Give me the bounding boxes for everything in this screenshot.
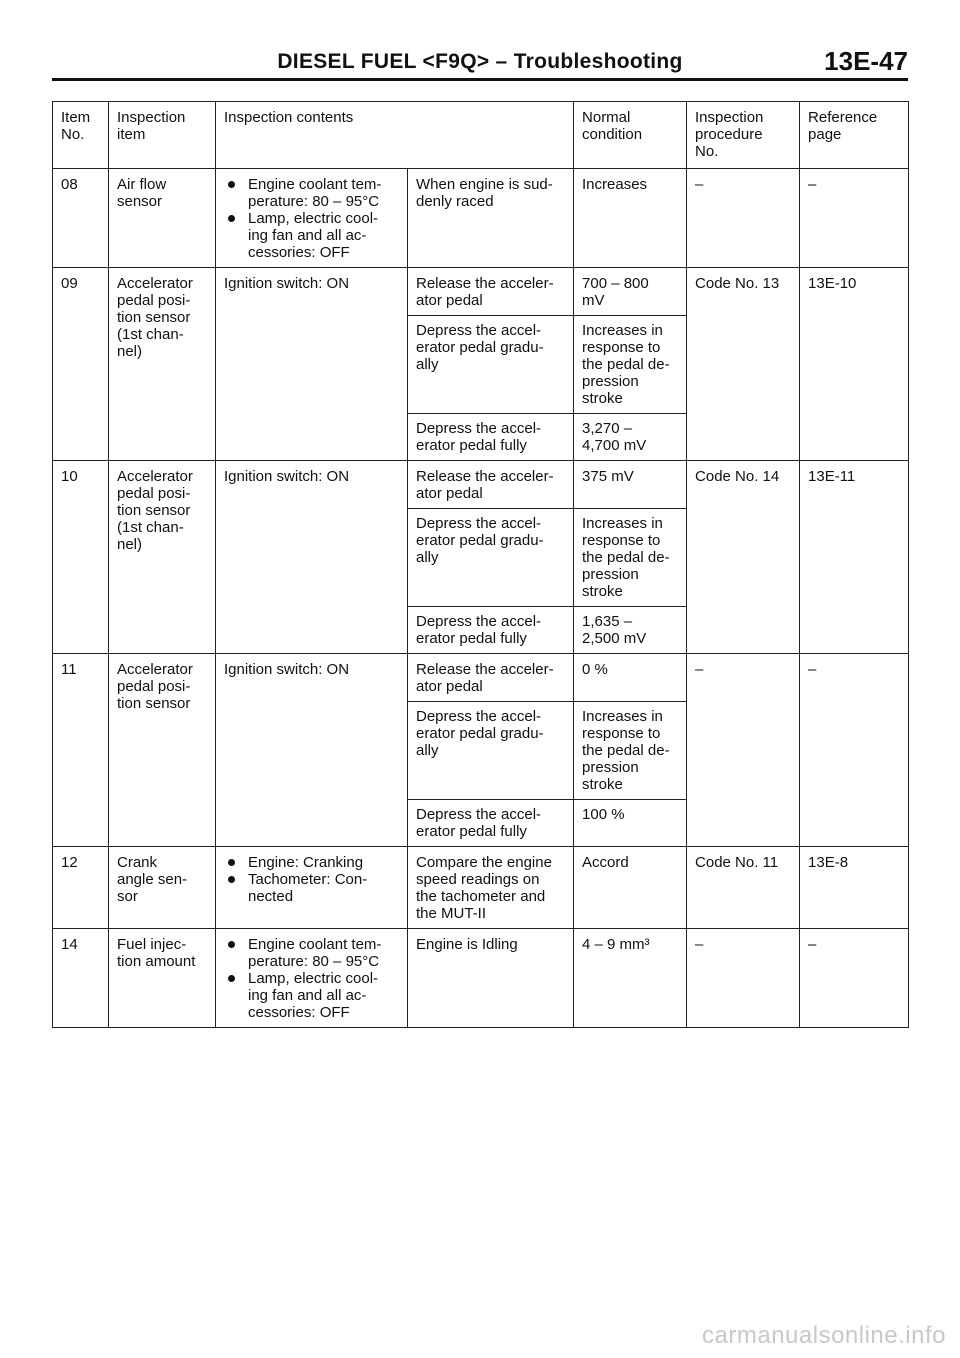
normal-condition-cell: 375 mV — [574, 461, 687, 509]
inspection-item-cell: Accelerator pedal posi- tion sensor — [109, 654, 216, 847]
detail-cell: Release the acceler- ator pedal — [408, 461, 574, 509]
normal-condition-cell: 700 – 800 mV — [574, 268, 687, 316]
col-header-inspection-item: Inspection item — [109, 102, 216, 169]
item-no-cell: 08 — [53, 169, 109, 268]
detail-cell: Depress the accel- erator pedal fully — [408, 607, 574, 654]
reference-page-cell: – — [800, 169, 909, 268]
inspection-item-cell: Fuel injec- tion amount — [109, 929, 216, 1028]
detail-cell: Depress the accel- erator pedal fully — [408, 800, 574, 847]
page-header — [52, 44, 908, 81]
detail-cell: Compare the engine speed readings on the tachometer and the MUT-II — [408, 847, 574, 929]
procedure-no-cell: – — [687, 929, 800, 1028]
reference-page-cell: 13E-10 — [800, 268, 909, 461]
item-no-cell: 14 — [53, 929, 109, 1028]
table-body — [53, 169, 909, 1028]
procedure-no-cell: Code No. 13 — [687, 268, 800, 461]
normal-condition-cell: Increases — [574, 169, 687, 268]
procedure-no-cell: – — [687, 169, 800, 268]
inspection-item-cell: Crank angle sen- sor — [109, 847, 216, 929]
detail-cell: Depress the accel- erator pedal fully — [408, 414, 574, 461]
col-header-normal-condition: Normal condition — [574, 102, 687, 169]
inspection-item-cell: Accelerator pedal posi- tion sensor (1st chan- nel) — [109, 461, 216, 654]
table-row — [53, 929, 909, 1028]
table-row — [53, 169, 909, 268]
condition-cell — [216, 929, 408, 1028]
normal-condition-cell: 1,635 – 2,500 mV — [574, 607, 687, 654]
table-header — [53, 102, 909, 169]
detail-cell: Release the acceler- ator pedal — [408, 654, 574, 702]
detail-cell: Engine is Idling — [408, 929, 574, 1028]
normal-condition-cell: 0 % — [574, 654, 687, 702]
col-header-item-no: Item No. — [53, 102, 109, 169]
col-header-procedure-no: Inspection procedure No. — [687, 102, 800, 169]
detail-cell: When engine is sud- denly raced — [408, 169, 574, 268]
condition-list — [224, 936, 401, 1021]
page-number: 13E-47 — [824, 46, 908, 76]
detail-cell: Depress the accel- erator pedal gradu- ally — [408, 702, 574, 800]
reference-page-cell: 13E-11 — [800, 461, 909, 654]
condition-item: Engine coolant tem- perature: 80 – 95°C — [224, 176, 401, 210]
reference-page-cell: – — [800, 654, 909, 847]
procedure-no-cell: Code No. 11 — [687, 847, 800, 929]
normal-condition-cell: Increases in response to the pedal de- pression stroke — [574, 702, 687, 800]
detail-cell: Release the acceler- ator pedal — [408, 268, 574, 316]
condition-list — [224, 176, 401, 261]
table-row — [53, 847, 909, 929]
detail-cell: Depress the accel- erator pedal gradu- ally — [408, 316, 574, 414]
condition-item: Engine coolant tem- perature: 80 – 95°C — [224, 936, 401, 970]
condition-item: Tachometer: Con- nected — [224, 871, 401, 905]
col-header-reference-page: Reference page — [800, 102, 909, 169]
item-no-cell: 11 — [53, 654, 109, 847]
condition-cell: Ignition switch: ON — [216, 461, 408, 654]
condition-item: Lamp, electric cool- ing fan and all ac- cessories: OFF — [224, 970, 401, 1021]
detail-cell: Depress the accel- erator pedal gradu- ally — [408, 509, 574, 607]
normal-condition-cell: Increases in response to the pedal de- pression stroke — [574, 316, 687, 414]
condition-cell: Ignition switch: ON — [216, 654, 408, 847]
condition-item: Engine: Cranking — [224, 854, 401, 871]
condition-cell: Ignition switch: ON — [216, 268, 408, 461]
table-row — [53, 461, 909, 509]
col-header-inspection-contents: Inspection contents — [216, 102, 574, 169]
procedure-no-cell: Code No. 14 — [687, 461, 800, 654]
troubleshooting-table — [52, 101, 909, 1028]
normal-condition-cell: 4 – 9 mm³ — [574, 929, 687, 1028]
reference-page-cell: 13E-8 — [800, 847, 909, 929]
table-row — [53, 654, 909, 702]
table-row — [53, 268, 909, 316]
condition-list — [224, 854, 401, 905]
reference-page-cell: – — [800, 929, 909, 1028]
procedure-no-cell: – — [687, 654, 800, 847]
condition-cell — [216, 847, 408, 929]
condition-cell — [216, 169, 408, 268]
watermark: carmanualsonline.info — [702, 1322, 946, 1349]
item-no-cell: 12 — [53, 847, 109, 929]
inspection-item-cell: Accelerator pedal posi- tion sensor (1st chan- nel) — [109, 268, 216, 461]
item-no-cell: 10 — [53, 461, 109, 654]
inspection-item-cell: Air flow sensor — [109, 169, 216, 268]
normal-condition-cell: Increases in response to the pedal de- pression stroke — [574, 509, 687, 607]
page-title: DIESEL FUEL <F9Q> – Troubleshooting — [277, 50, 683, 73]
normal-condition-cell: Accord — [574, 847, 687, 929]
normal-condition-cell: 100 % — [574, 800, 687, 847]
condition-item: Lamp, electric cool- ing fan and all ac- cessories: OFF — [224, 210, 401, 261]
normal-condition-cell: 3,270 – 4,700 mV — [574, 414, 687, 461]
item-no-cell: 09 — [53, 268, 109, 461]
